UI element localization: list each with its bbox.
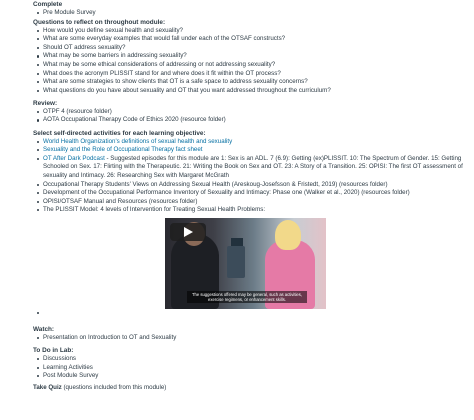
reflect-heading: Questions to reflect on throughout module: <box>33 18 166 26</box>
watch-heading: Watch: <box>33 325 55 333</box>
list-item: What are some everyday examples that would fall under each of the OTSAF constructs? <box>43 35 464 44</box>
todo-list <box>33 355 464 381</box>
review-list <box>33 108 464 125</box>
select-heading: Select self-directed activities for each learning objective: <box>33 129 206 137</box>
video-monitor-stand <box>227 246 245 278</box>
list-item: What are some strategies to show clients that OT is a safe space to address sexuality concerns? <box>43 78 464 87</box>
quiz-line <box>33 384 464 393</box>
list-item <box>43 155 464 181</box>
quiz-label: Take Quiz <box>33 384 62 392</box>
list-item: How would you define sexual health and sexuality? <box>43 27 464 36</box>
list-item: Should OT address sexuality? <box>43 44 464 53</box>
list-item: Pre Module Survey <box>43 9 464 18</box>
fact-sheet-link[interactable]: Sexuality and the Role of Occupational Therapy fact sheet <box>43 146 203 154</box>
who-definitions-link[interactable]: World Health Organization's definitions of sexual health and sexuality <box>43 137 233 145</box>
list-item: Presentation on Introduction to OT and Sexuality <box>43 334 464 343</box>
plissit-video[interactable] <box>165 218 326 309</box>
watch-list <box>33 334 464 343</box>
list-item: Occupational Therapy Students' Views on Addressing Sexual Health (Areskoug-Josefsson & Fristedt, 2019) (resources folder) <box>43 181 464 190</box>
complete-list <box>33 9 464 18</box>
list-item: The PLISSIT Model: 4 levels of Intervention for Treating Sexual Health Problems: <box>43 206 464 215</box>
list-item: Development of the Occupational Performance Inventory of Sexuality and Intimacy: Phase one (Walker et al., 2020) (resources folder) <box>43 189 464 198</box>
list-item: Post Module Survey <box>43 372 464 381</box>
empty-list-item <box>43 309 464 325</box>
todo-heading: To Do in Lab: <box>33 346 74 354</box>
play-icon[interactable] <box>170 223 206 241</box>
list-item: OTPF 4 (resource folder) <box>43 108 464 117</box>
video-caption: The suggestions offered may be general, such as activities, exercise regimens, or enhancement skills. <box>187 291 307 303</box>
list-item: Learning Activities <box>43 364 464 373</box>
review-heading: Review: <box>33 99 58 107</box>
quiz-note: (questions included from this module) <box>61 384 167 392</box>
list-item <box>43 146 464 155</box>
list-item: Discussions <box>43 355 464 364</box>
list-item: What may be some barriers in addressing sexuality? <box>43 52 464 61</box>
complete-heading: Complete <box>33 1 63 8</box>
empty-list <box>33 309 464 325</box>
list-item <box>43 138 464 147</box>
list-item: AOTA Occupational Therapy Code of Ethics 2020 (resource folder) <box>43 116 464 125</box>
podcast-description: - Suggested episodes for this module are 1: Sex is an ADL. 7 (6.9): Getting (ex)PLISSIT. 10: The Spectrum of Gender. 15: Getting Schooled on Sex. 17: Flirting with the Therapeutic. 21: Writing the Book on Sex and OT. 23: A Story of a Transition. 25: OPISI: The first OT assessment of sexuality and Intimacy. 26: Researching Sex with Margaret McGrath <box>43 154 463 179</box>
podcast-link[interactable]: OT After Dark Podcast <box>43 154 105 162</box>
select-list <box>33 138 464 215</box>
reflect-list <box>33 27 464 96</box>
list-item: OPISI/OTSAF Manual and Resources (resources folder) <box>43 198 464 207</box>
video-person-right-head <box>275 220 301 250</box>
list-item: What may be some ethical considerations of addressing or not addressing sexuality? <box>43 61 464 70</box>
list-item: What does the acronym PLISSIT stand for and where does it fit within the OT process? <box>43 70 464 79</box>
list-item: What questions do you have about sexuality and OT that you want addressed throughout the curriculum? <box>43 87 464 96</box>
